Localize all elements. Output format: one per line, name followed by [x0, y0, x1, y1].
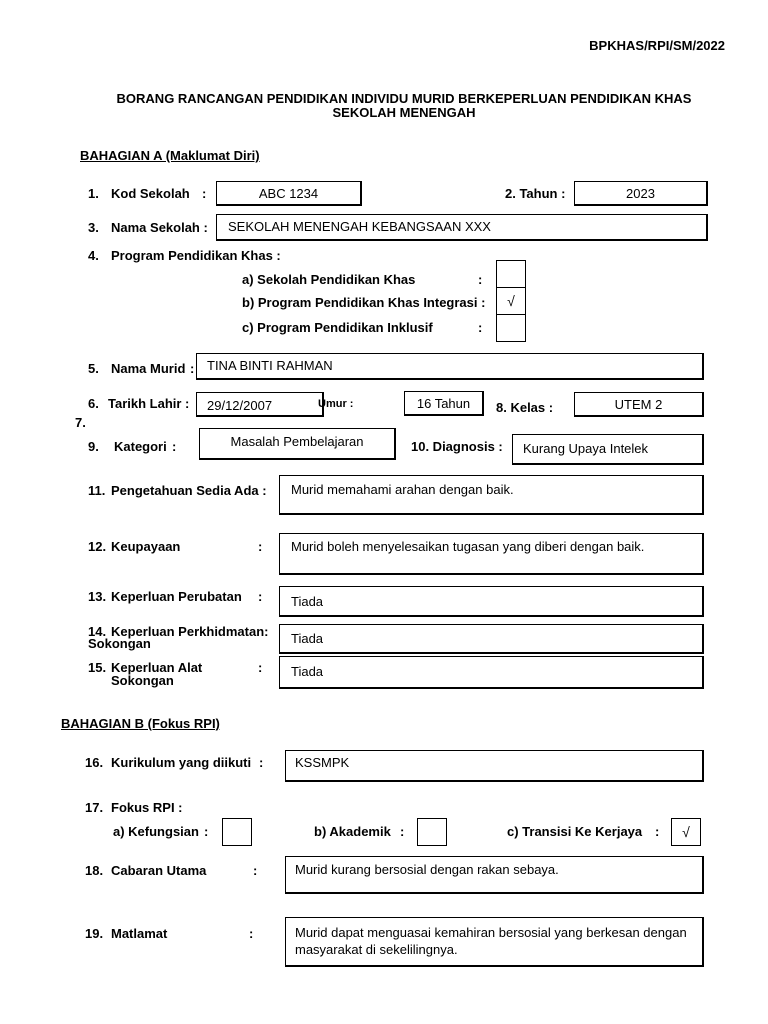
f4-number: 4.	[88, 248, 99, 263]
f13-number: 13.	[88, 589, 107, 604]
f12-label: Keupayaan	[111, 539, 181, 554]
f9-label: Kategori	[114, 439, 167, 454]
f16-label: Kurikulum yang diikuti	[111, 755, 252, 770]
f17-option-b-colon: :	[400, 824, 405, 839]
form-title-line2: SEKOLAH MENENGAH	[332, 105, 476, 120]
tarikh-lahir-value: 29/12/2007	[207, 398, 273, 413]
f19-number: 19.	[85, 926, 104, 941]
keperluan-alat-field[interactable]	[279, 656, 704, 689]
f11-number: 11.	[88, 483, 106, 498]
nama-murid-field[interactable]	[196, 353, 704, 380]
section-b-heading: BAHAGIAN B (Fokus RPI)	[61, 716, 220, 731]
f14-number: 14.	[88, 624, 107, 639]
f7-label: Umur :	[318, 398, 354, 410]
f17-option-c-checkbox[interactable]: √	[671, 818, 701, 846]
kategori-value: Masalah Pembelajaran	[230, 434, 364, 449]
f14-label: Keperluan Perkhidmatan:	[111, 624, 269, 639]
f12-number: 12.	[88, 539, 107, 554]
kelas-field[interactable]	[574, 392, 704, 417]
tarikh-lahir-field[interactable]	[196, 392, 324, 417]
keupayaan-field[interactable]	[279, 533, 704, 575]
f18-number: 18.	[85, 863, 104, 878]
keperluan-alat-value: Tiada	[291, 664, 324, 679]
f17-option-b-label: b) Akademik	[314, 824, 391, 839]
f1-colon: :	[202, 186, 207, 201]
f17-option-c-colon: :	[655, 824, 660, 839]
pengetahuan-sedia-ada-value: Murid memahami arahan dengan baik.	[291, 482, 514, 497]
f15-colon: :	[258, 660, 263, 675]
matlamat-value: Murid dapat menguasai kemahiran bersosial yang berkesan dengan masyarakat di sekelilingnya.	[295, 925, 687, 957]
kategori-field[interactable]	[199, 428, 396, 460]
form-title-line1: BORANG RANCANGAN PENDIDIKAN INDIVIDU MURID BERKEPERLUAN PENDIDIKAN KHAS	[116, 91, 692, 106]
f18-label: Cabaran Utama	[111, 863, 207, 878]
f16-colon: :	[259, 755, 264, 770]
keperluan-perubatan-field[interactable]	[279, 586, 704, 617]
nama-murid-value: TINA BINTI RAHMAN	[207, 358, 333, 373]
f4-option-a-label: a) Sekolah Pendidikan Khas	[242, 272, 416, 287]
f17-option-b-checkbox[interactable]	[417, 818, 447, 846]
f8-label: 8. Kelas :	[496, 400, 554, 415]
umur-field[interactable]	[404, 391, 484, 416]
keperluan-perkhidmatan-value: Tiada	[291, 631, 324, 646]
f17-option-a-label: a) Kefungsian	[113, 824, 199, 839]
tahun-value: 2023	[626, 186, 655, 201]
kod-sekolah-field[interactable]	[216, 181, 362, 206]
nama-sekolah-value: SEKOLAH MENENGAH KEBANGSAAN XXX	[228, 219, 491, 234]
f13-label: Keperluan Perubatan	[111, 589, 242, 604]
f17-option-a-colon: :	[204, 824, 209, 839]
f1-label: Kod Sekolah	[111, 186, 190, 201]
cabaran-utama-field[interactable]	[285, 856, 704, 894]
f17-number: 17.	[85, 800, 104, 815]
f4-option-a-colon: :	[478, 272, 483, 287]
kod-sekolah-value: ABC 1234	[258, 186, 319, 201]
section-a-heading: BAHAGIAN A (Maklumat Diri)	[80, 148, 260, 163]
f11-label: Pengetahuan Sedia Ada :	[111, 483, 267, 498]
kelas-value: UTEM 2	[614, 397, 663, 412]
f4-option-c-colon: :	[478, 320, 483, 335]
diagnosis-value: Kurang Upaya Intelek	[523, 441, 649, 456]
f4-option-c-checkbox[interactable]	[496, 314, 526, 342]
f18-colon: :	[253, 863, 258, 878]
f13-colon: :	[258, 589, 263, 604]
keperluan-perubatan-value: Tiada	[291, 594, 324, 609]
f17-label: Fokus RPI :	[111, 800, 183, 815]
f17-option-a-checkbox[interactable]	[222, 818, 252, 846]
f16-number: 16.	[85, 755, 104, 770]
f6-label: Tarikh Lahir :	[108, 396, 190, 411]
f14-label-line2: Sokongan	[88, 636, 151, 651]
keperluan-perkhidmatan-field[interactable]	[279, 624, 704, 654]
f5-label: Nama Murid	[111, 361, 186, 376]
tahun-field[interactable]	[574, 181, 708, 206]
f19-label: Matlamat	[111, 926, 168, 941]
matlamat-field[interactable]	[285, 917, 704, 967]
f3-label: Nama Sekolah :	[111, 220, 208, 235]
pengetahuan-sedia-ada-field[interactable]	[279, 475, 704, 515]
f6-number: 6.	[88, 396, 99, 411]
f3-number: 3.	[88, 220, 99, 235]
f17-option-c-label: c) Transisi Ke Kerjaya	[507, 824, 643, 839]
kurikulum-field[interactable]	[285, 750, 704, 782]
f5-colon: :	[190, 361, 195, 376]
f15-number: 15.	[88, 660, 107, 675]
f4-option-b-checkbox[interactable]: √	[496, 287, 526, 315]
f4-option-b-label: b) Program Pendidikan Khas Integrasi :	[242, 295, 486, 310]
f4-option-c-label: c) Program Pendidikan Inklusif	[242, 320, 433, 335]
f9-number: 9.	[88, 439, 99, 454]
f1-number: 1.	[88, 186, 99, 201]
document-code: BPKHAS/RPI/SM/2022	[589, 38, 725, 53]
f9-colon: :	[172, 439, 177, 454]
f19-colon: :	[249, 926, 254, 941]
nama-sekolah-field[interactable]	[216, 214, 708, 241]
f10-label: 10. Diagnosis :	[411, 439, 503, 454]
keupayaan-value: Murid boleh menyelesaikan tugasan yang diberi dengan baik.	[291, 539, 645, 554]
f4-label: Program Pendidikan Khas :	[111, 248, 281, 263]
f15-label-line2: Sokongan	[111, 673, 174, 688]
cabaran-utama-value: Murid kurang bersosial dengan rakan sebaya.	[295, 862, 559, 877]
f5-number: 5.	[88, 361, 99, 376]
diagnosis-field[interactable]	[512, 434, 704, 465]
f7-number: 7.	[75, 415, 86, 430]
kurikulum-value: KSSMPK	[295, 755, 350, 770]
f4-option-a-checkbox[interactable]	[496, 260, 526, 288]
umur-value: 16 Tahun	[416, 396, 471, 411]
f12-colon: :	[258, 539, 263, 554]
f15-label: Keperluan Alat	[111, 660, 203, 675]
f2-label: 2. Tahun :	[505, 186, 566, 201]
